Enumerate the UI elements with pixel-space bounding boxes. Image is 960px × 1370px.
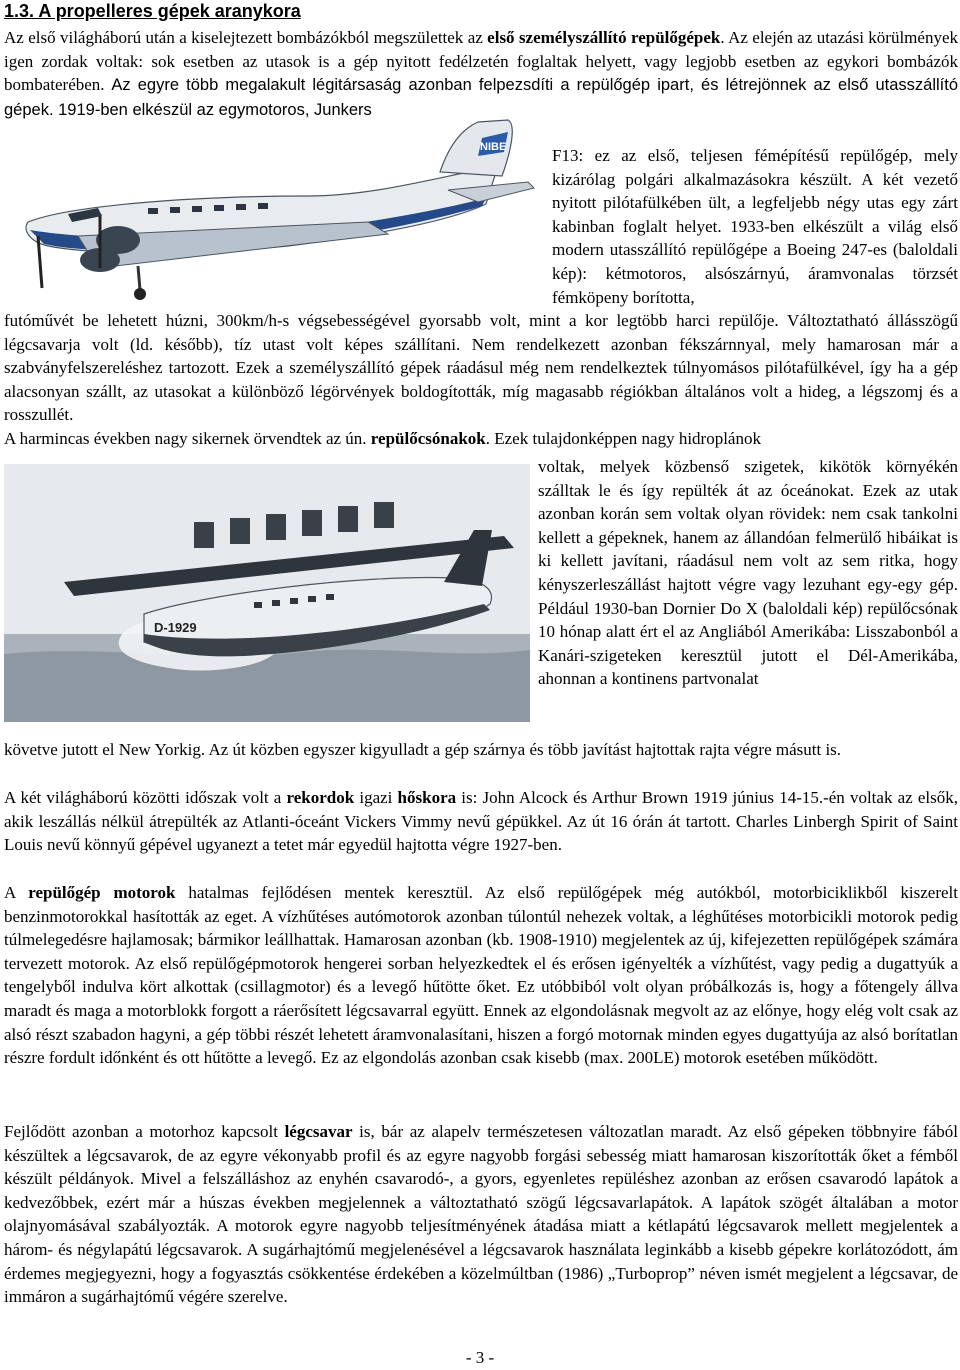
propellers-paragraph — [4, 1120, 958, 1309]
records-bold-1: rekordok — [286, 788, 355, 807]
flyingboat-lead-text: A harmincas években nagy sikernek örvendtek az ún. — [4, 429, 371, 448]
flying-boat-illustration — [4, 464, 530, 722]
page-number: - 3 - — [465, 1348, 495, 1367]
section-heading: 1.3. A propelleres gépek aranykora — [4, 1, 301, 21]
intro-text-2: . Az elején az utazási körülmények igen zordak voltak: sok esetben az utasok is a gép nyitott fedélzetén foglaltak helyett, vagy legjobb esetben az egykori bombázók bombaterében. — [4, 28, 958, 95]
flyingboat-lead-line — [4, 427, 958, 451]
boeing-narrow-paragraph: F13: ez az első, teljesen fémépítésű repülőgép, mely kizárólag polgári alkalmazásokra készült. A két vezető nyitott pilótafülkében ült, a legfeljebb négy utas egy zárt kabinban foglalt helyet. 1933-ben elkészült a világ első modern utasszállító repülőgépe a Boeing 247-es (baloldali kép): kétmotoros, alsószárnyú, áramvonalas törzsét fémköpeny borította, — [552, 146, 958, 307]
tail-registration: NIBE — [480, 141, 507, 153]
engines-bold-1: repülőgép motorok — [28, 883, 176, 902]
flyingboat-bold-term: repülőcsónakok — [370, 429, 486, 448]
records-text-3: is: John Alcock és Arthur Brown 1919 június 14-15.-én voltak az elsők, akik leszállás nélkül átrepülték az Atlanti-óceánt Vickers Vimmy nevű gépükkel. Az út 16 órán át tartott. Charles Linbergh Spirit of Saint Louis nevű könnyű gépével ugyanezt a tetet már egyedül hajtotta végre 1927-ben. — [4, 788, 958, 855]
flyingboat-full-paragraph: követve jutott el New Yorkig. Az út közben egyszer kigyulladt a gép szárnya és több javítást hajtottak rajta végre másutt is. — [4, 740, 842, 759]
propellers-bold-1: légcsavar — [284, 1122, 353, 1141]
records-text-2: igazi — [354, 788, 398, 807]
records-text-1: A két világháború közötti időszak volt a — [4, 788, 287, 807]
intro-paragraph — [4, 26, 958, 122]
propellers-text-2: is, bár az alapelv természetesen változatlan maradt. Az első gépeken többnyire fából készültek a légcsavarok, de az egyre vékonyabb profil és az egyre nagyobb forgási sebesség miatt hamarosan kiszorították őket a fémből készült példányok. Mivel a felszálláshoz az enyhén csavarodó-, a gyors, egyenletes repüléshez azonban az erősen csavarodó lapátok a kedvezőbbek, ezért már a húszas években megjelennek a változtatható szögű légcsavarlapátok. A lapátok szögét általában a motor olajnyomásával szabályozták. A motorok egyre nagyobb teljesítményének átadása miatt a kétlapátú légcsavarok mellett megjelentek a három- és négylapátú légcsavarok. A sugárhajtómű megjelenésével a légcsavarok használata leginkább a kisebb gépekre korlátozódott, ám érdemes megjegyezni, hogy a fogyasztás csökkentése érdekében a közelmúltban (1986) „Turboprop” néven ismét megjelent a légcsavar, de immáron a sugárhajtómű végére szerelve. — [4, 1122, 958, 1307]
boeing-247-image — [8, 118, 540, 304]
intro-bold-1: első személyszállító repülőgépek — [487, 28, 721, 47]
engines-paragraph — [4, 881, 958, 1070]
engines-text-1: A — [4, 883, 29, 902]
airplane-illustration — [8, 118, 540, 304]
dornier-do-x-image — [4, 464, 530, 722]
flyingboat-narrow-paragraph: voltak, melyek közbenső szigetek, kikötök környékén szálltak le és így repülték át az óceánokat. Ezek az utak azonban korán sem voltak olyan rövidek: nem csak tankolni kellett a gépeknek, hanem az állandóan felmerülő hibáikat is ki kellett javítani, ráadásul nem volt az sem ritka, hogy kényszerleszállást hajtott végre vagy lezuhant egy-egy gép. Például 1930-ban Dornier Do X (baloldali kép) repülőcsónak 10 hónap alatt ért el az Angliából Amerikába: Lisszabonból a Kanári-szigeteken keresztül jutott el Dél-Amerikába, ahonnan a kontinens partvonalat — [538, 457, 958, 689]
intro-sans-text: Az egyre több megalakult légitársaság azonban felpezsdíti a repülőgép ipart, és létrejönnek az első utasszállító gépek. 1919-ben elkészül az egymotoros, Junkers — [4, 76, 958, 119]
propellers-text-1: Fejlődött azonban a motorhoz kapcsolt — [4, 1122, 285, 1141]
records-bold-2: hőskora — [397, 788, 457, 807]
flyingboat-after-text: . Ezek tulajdonképpen nagy hidroplánok — [485, 429, 761, 448]
hull-registration: D-1929 — [154, 620, 197, 635]
boeing-full-paragraph: futóművét be lehetett húzni, 300km/h-s végsebességével gyorsabb volt, mint a kor legtöbb harci repülője. Változtatható állásszögű légcsavarja volt (ld. később), tíz utast volt képes szállítani. Nem rendelkezett azonban fékszárnnyal, mely hamarosan már a szabványfelszereléshez tartozott. Ezek a személyszállító gépek ráadásul még nem rendelkeztek túlnyomásos pilótafülkével, így ha a gép alacsonyan szállt, az utasokat a különböző légörvények boldogították, míg magasabb régiókban általános volt a hideg, a légszomj és a rosszullét. — [4, 311, 958, 425]
engines-text-2: hatalmas fejlődésen mentek keresztül. Az első repülőgépek még autókból, motorbiciklikből kiszerelt benzinmotorokkal hasították az eget. A vízhűtéses autómotorok azonban túlontúl nehezek voltak, a léghűtéses motorbicikli motorok pedig túlmelegedésre hajlamosak; bármikor leállhattak. Hamarosan azonban (kb. 1908-1910) megjelentek az új, kifejezetten repülőgépek számára tervezett motorok. Az első repülőgépmotorok hengerei sorban helyezkedtek el és erősen igényelték a vízhűtést, vagy pedig a dugattyúk a tengelyből indulva kört alkottak (csillagmotor) és a levegő hűtötte őket. Ez utóbbiból volt olyan próbálkozás is, hogy a főtengely állva maradt és maga a motorblokk forgott a ráerősített légcsavarral együtt. Ennek az elgondolásnak megvolt az az előnye, hogy elég volt csak az alsó részt szabadon hagyni, a gép többi részét lehetett áramvonalasítani, hiszen a forgó motornak minden egyes dugattyúja az alsó borítatlan részre fordult időnként és ott hűtötte a levegő. Ez az elgondolás azonban csak kisebb (max. 200LE) motorok esetében működött. — [4, 883, 959, 1068]
records-paragraph — [4, 786, 958, 857]
intro-text-1: Az első világháború után a kiselejtezett bombázókból megszülettek az — [4, 28, 488, 47]
